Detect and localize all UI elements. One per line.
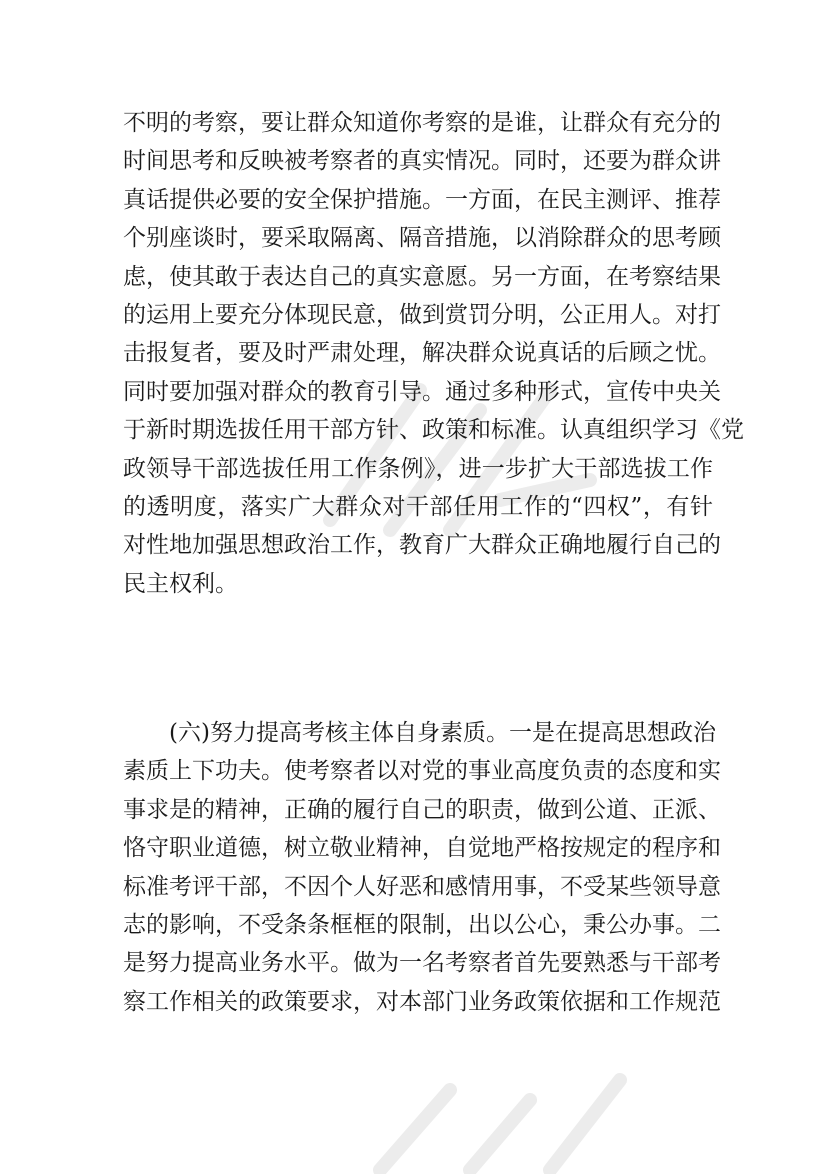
text-line: 不明的考察，要让群众知道你考察的是谁，让群众有充分的	[123, 110, 721, 136]
text-line: 虑，使其敢于表达自己的真实意愿。另一方面，在考察结果	[123, 263, 721, 290]
text-line: 志的影响，不受条条框框的限制，出以公心，秉公办事。二	[123, 911, 721, 938]
text-line: 时间思考和反映被考察者的真实情况。同时，还要为群众讲	[123, 148, 721, 175]
text-line: 对性地加强思想政治工作，教育广大群众正确地履行自己的	[123, 532, 721, 559]
text-line: 恪守职业道德，树立敬业精神，自觉地严格按规定的程序和	[123, 835, 721, 862]
text-line: 个别座谈时，要采取隔离、隔音措施，以消除群众的思考顾	[123, 225, 721, 252]
watermark-mark-lower	[360, 1060, 660, 1174]
text-line: 素质上下功夫。使考察者以对党的事业高度负责的态度和实	[123, 758, 721, 785]
text-line: 察工作相关的政策要求，对本部门业务政策依据和工作规范	[123, 988, 721, 1015]
paragraph-heading-line: (六)努力提高考核主体自身素质。一是在提高思想政治	[169, 720, 716, 746]
paragraph-1	[123, 104, 744, 603]
text-line: 真话提供必要的安全保护措施。一方面，在民主测评、推荐	[123, 186, 721, 213]
text-line: 政领导干部选拔任用工作条例》，进一步扩大干部选拔工作	[123, 455, 713, 482]
text-line: 民主权利。	[123, 570, 238, 597]
text-line: 同时要加强对群众的教育引导。通过多种形式，宣传中央关	[123, 378, 721, 405]
text-line: 标准考评干部，不因个人好恶和感情用事，不受某些领导意	[123, 873, 721, 900]
paragraph-2	[123, 714, 721, 1021]
text-line: 于新时期选拔任用干部方针、政策和标准。认真组织学习《党	[123, 417, 744, 444]
text-line: 击报复者，要及时严肃处理，解决群众说真话的后顾之忧。	[123, 340, 721, 367]
text-line: 是努力提高业务水平。做为一名考察者首先要熟悉与干部考	[123, 950, 721, 977]
text-line: 的透明度，落实广大群众对干部任用工作的“四权”，有针	[123, 493, 713, 520]
text-line: 事求是的精神，正确的履行自己的职责，做到公道、正派、	[123, 796, 721, 823]
text-line: 的运用上要充分体现民意，做到赏罚分明，公正用人。对打	[123, 301, 721, 328]
